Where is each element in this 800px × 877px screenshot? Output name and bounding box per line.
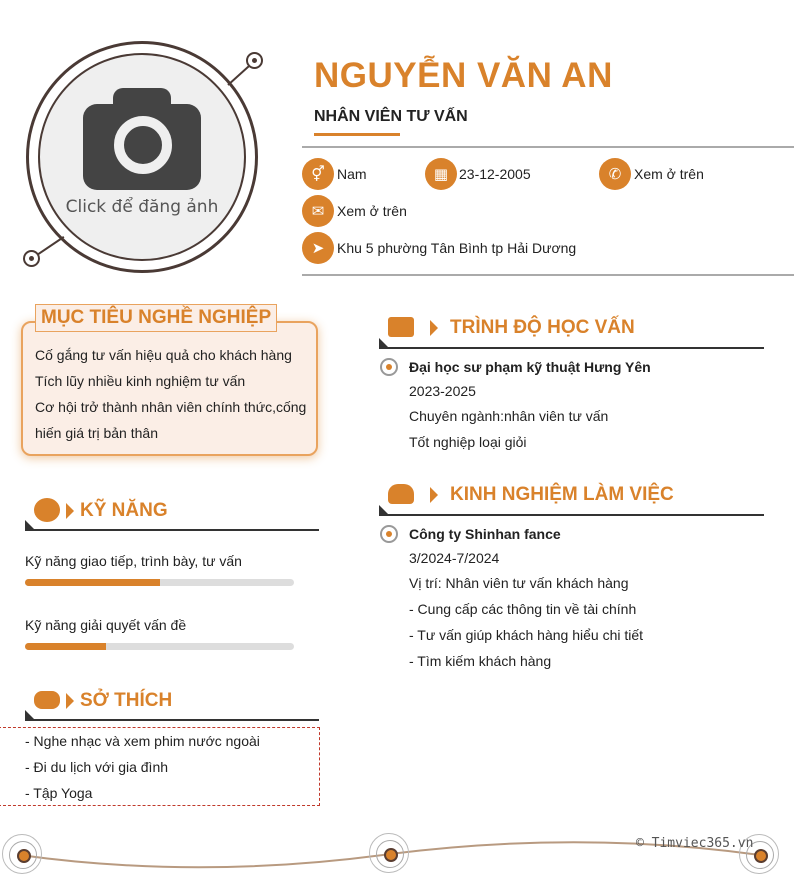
email-value: Xem ở trên	[337, 203, 407, 219]
hobbies-title: SỞ THÍCH	[80, 690, 173, 711]
phone-icon: ✆	[599, 158, 631, 190]
experience-arrow-icon	[430, 487, 438, 503]
education-result: Tốt nghiệp loại giỏi	[409, 434, 527, 450]
calendar-icon: ▦	[425, 158, 457, 190]
target-icon	[2, 834, 42, 874]
skills-title: KỸ NĂNG	[80, 500, 168, 521]
experience-title: KINH NGHIỆM LÀM VIỆC	[450, 484, 674, 505]
company-name: Công ty Shinhan fance	[409, 526, 561, 542]
location-icon: ➤	[302, 232, 334, 264]
skills-head-icon	[34, 498, 60, 522]
objective-line: Tích lũy nhiều kinh nghiệm tư vấn	[35, 373, 246, 389]
skills-divider	[25, 529, 319, 531]
experience-bullet-icon	[380, 525, 398, 543]
info-top-divider	[302, 146, 794, 148]
education-arrow-icon	[430, 320, 438, 336]
avatar-upload-label[interactable]: Click để đăng ảnh	[65, 197, 219, 217]
education-period: 2023-2025	[409, 383, 476, 399]
objective-line: Cố gắng tư vấn hiệu quả cho khách hàng	[35, 347, 292, 363]
skill-label: Kỹ năng giao tiếp, trình bày, tư vấn	[25, 553, 242, 569]
hobbies-divider	[25, 719, 319, 721]
target-icon	[369, 833, 409, 873]
briefcase-icon	[388, 317, 414, 337]
job-title-underline	[314, 133, 400, 136]
experience-duty: - Tìm kiếm khách hàng	[409, 653, 552, 669]
experience-duty: - Tư vấn giúp khách hàng hiểu chi tiết	[409, 627, 644, 643]
telephone-icon	[388, 484, 414, 504]
experience-divider	[379, 514, 764, 516]
objective-title: MỤC TIÊU NGHỀ NGHIỆP	[35, 304, 277, 332]
experience-duty: - Cung cấp các thông tin về tài chính	[409, 601, 637, 617]
full-name: NGUYỄN VĂN AN	[314, 56, 613, 95]
phone-value: Xem ở trên	[634, 166, 704, 182]
birthday-value: 23-12-2005	[459, 166, 531, 182]
experience-position: Vị trí: Nhân viên tư vấn khách hàng	[409, 575, 629, 591]
footer-brand: © Timviec365.vn	[636, 836, 754, 851]
skill-bar-fill	[25, 643, 106, 650]
school-name: Đại học sư phạm kỹ thuật Hưng Yên	[409, 359, 651, 375]
education-bullet-icon	[380, 358, 398, 376]
gender-value: Nam	[337, 166, 367, 182]
hobby-item: - Nghe nhạc và xem phim nước ngoài	[25, 733, 260, 749]
gamepad-icon	[34, 691, 60, 709]
deco-ring-bottom	[23, 250, 40, 267]
gender-icon: ⚥	[302, 158, 334, 190]
objective-line: hiến giá trị bản thân	[35, 425, 158, 441]
job-title: NHÂN VIÊN TƯ VẤN	[314, 108, 468, 125]
hobbies-arrow-icon	[66, 693, 74, 709]
education-divider	[379, 347, 764, 349]
hobby-item: - Đi du lịch với gia đình	[25, 759, 169, 775]
education-title: TRÌNH ĐỘ HỌC VẤN	[450, 317, 635, 338]
education-major: Chuyên ngành:nhân viên tư vấn	[409, 408, 609, 424]
info-bottom-divider	[302, 274, 794, 276]
skills-arrow-icon	[66, 503, 74, 519]
deco-ring-top	[246, 52, 263, 69]
camera-lens-icon	[114, 116, 172, 174]
skill-bar-fill	[25, 579, 160, 586]
objective-line: Cơ hội trở thành nhân viên chính thức,cống	[35, 399, 307, 415]
skill-label: Kỹ năng giải quyết vấn đề	[25, 617, 187, 633]
address-value: Khu 5 phường Tân Bình tp Hải Dương	[337, 240, 577, 256]
hobby-item: - Tập Yoga	[25, 785, 93, 801]
email-icon: ✉	[302, 195, 334, 227]
experience-period: 3/2024-7/2024	[409, 550, 500, 566]
